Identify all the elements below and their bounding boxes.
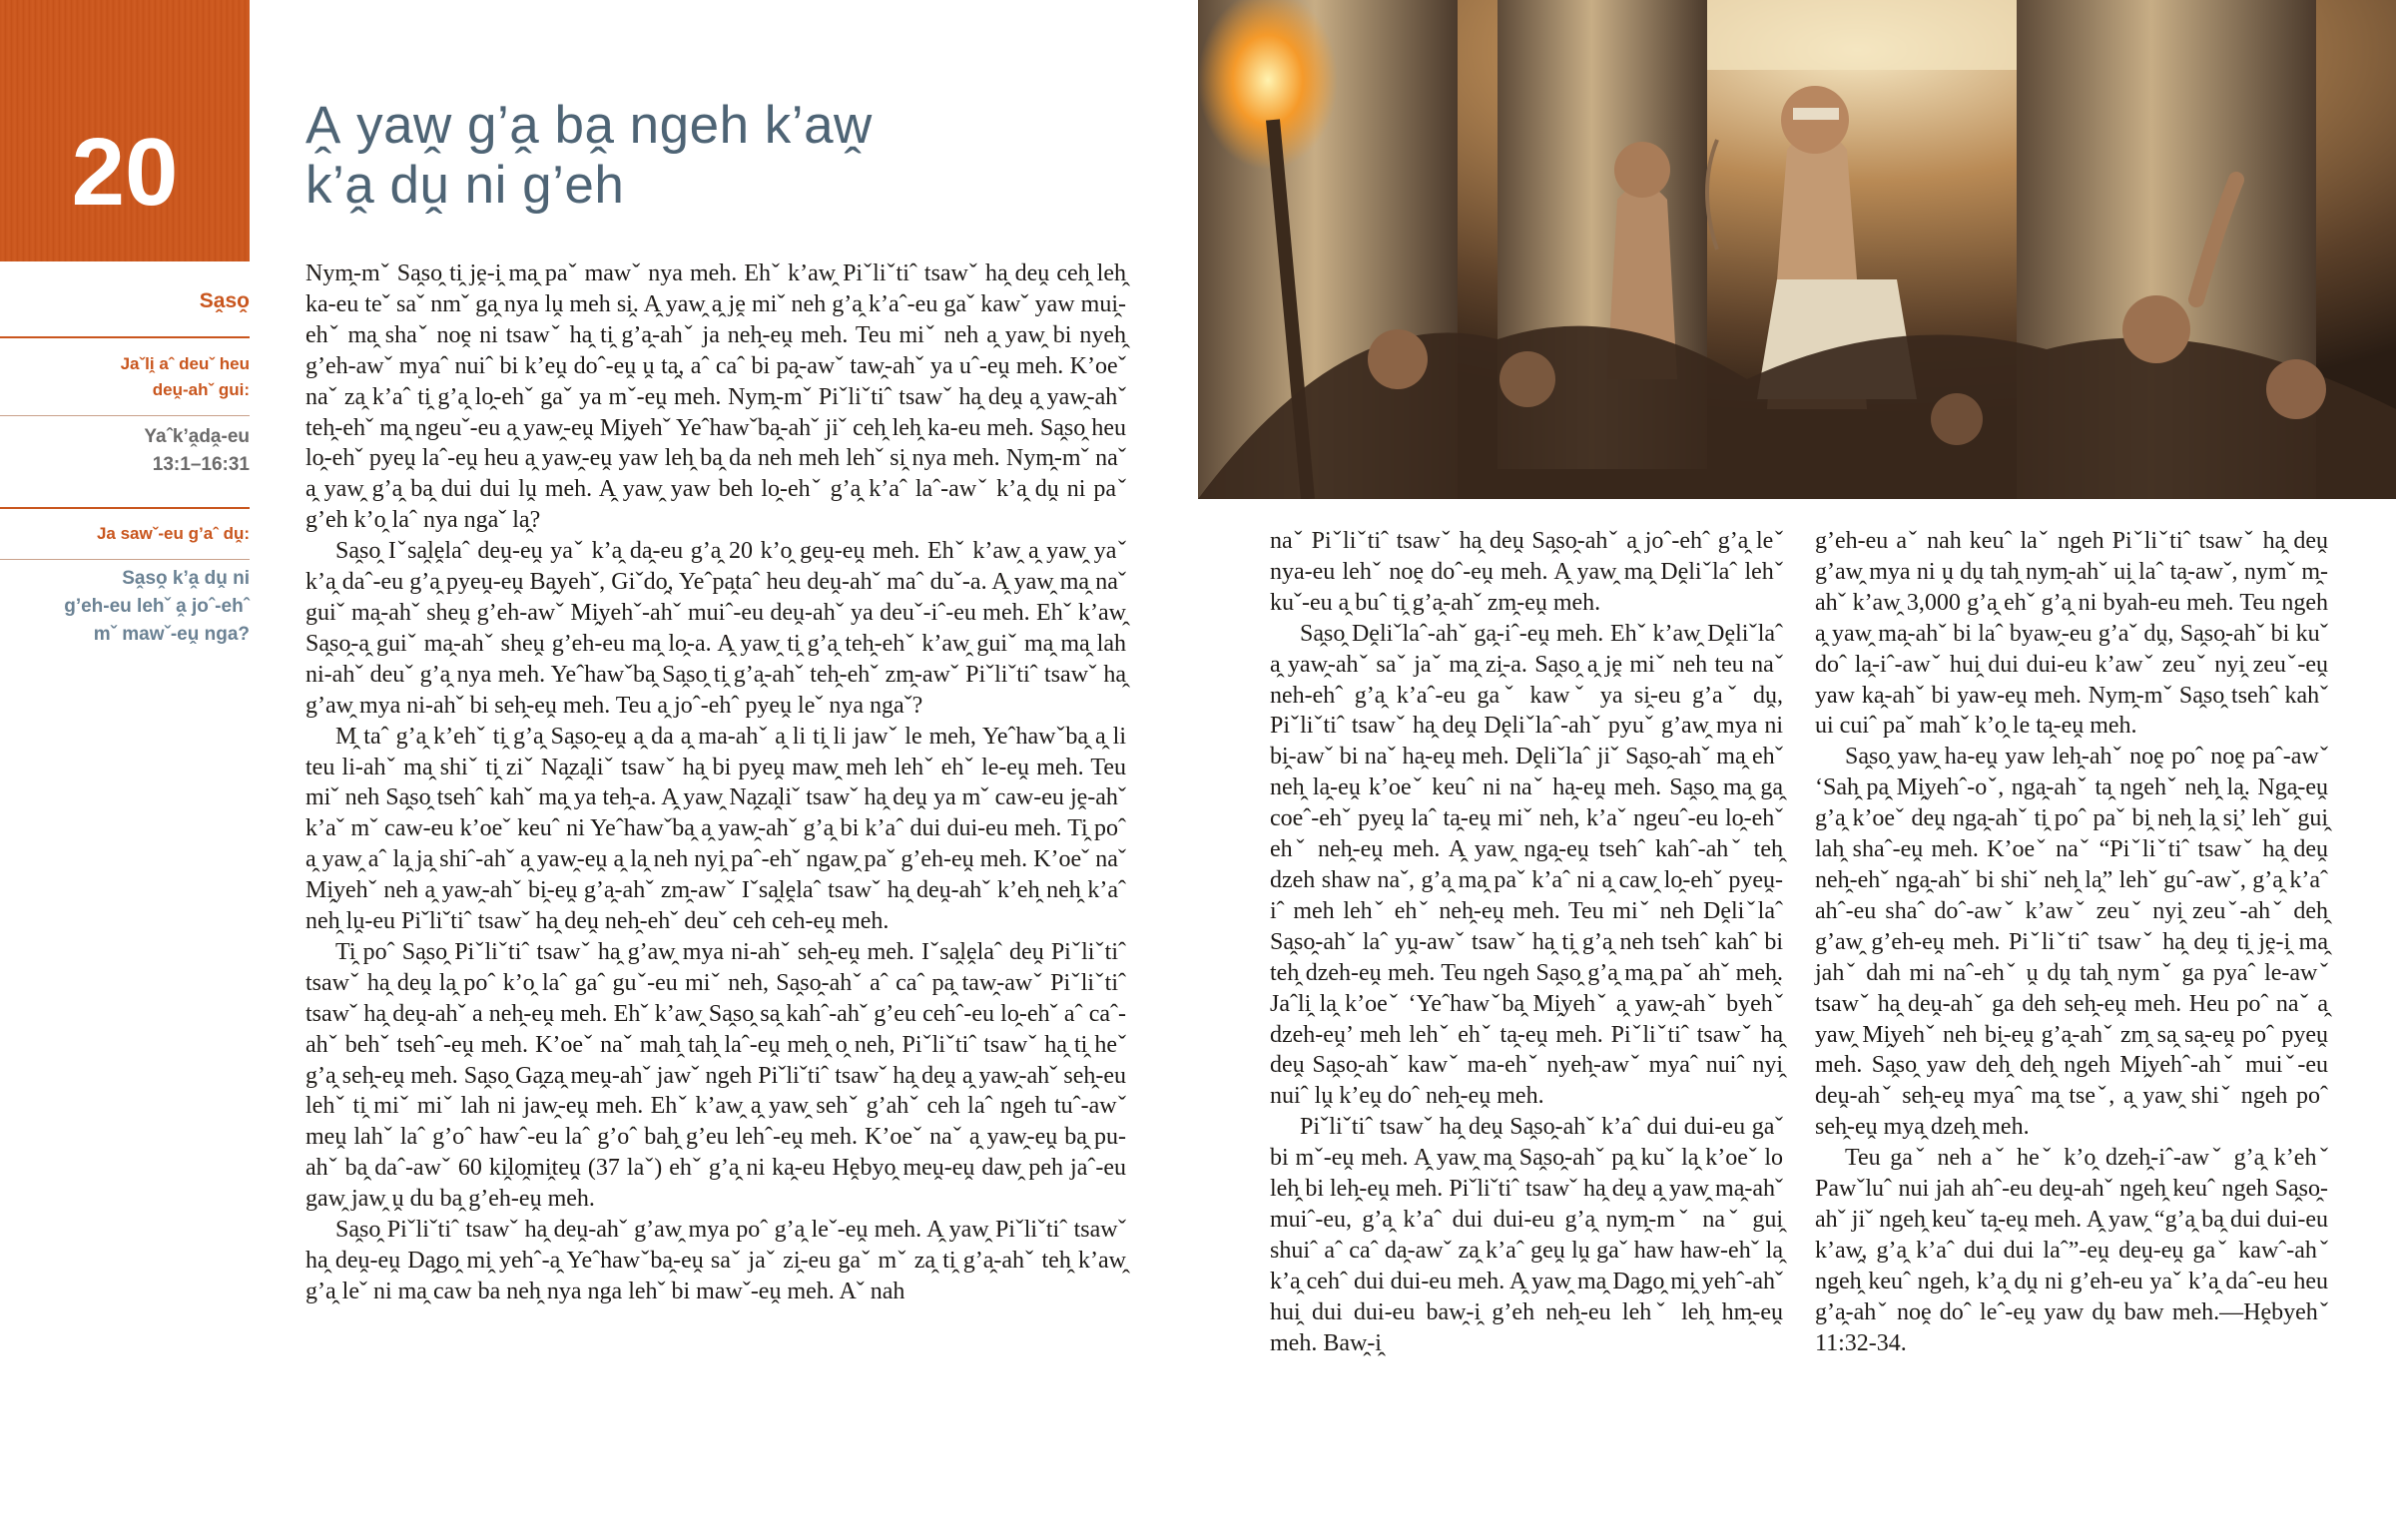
column-1: [305, 258, 1126, 1307]
paragraph: g’eh-eu aˇ nah keuˆ laˇ ngeh Piˇliˇtiˆ tsawˇ ha̭ deṷ g’aw̭ mya ni ṷ dṷ tah̭ nym̭-ahˇ ui̭ laˆ ta̭-awˇ, nymˇ m̭-ahˇ k’aw̭ 3,000 g’a̭ ehˇ g’a̭ ni byah-eu meh. Teu ngeh a̭ yaw̭ ma̭-ahˇ bi laˆ byaw̭-eu g’aˇ dṷ, Sa̭so̭-ahˇ bi kuˇ doˆ la̭-iˆ-awˇ hui̭ dui dui-eu k’awˇ zeuˇ nyi̭ zeuˇ-eṷ yaw ka̭-ahˇ bi yaw-eṷ meh. Nym̭-mˇ Sa̭so̭ tsehˆ kahˇ ui cuiˆ paˇ mahˇ k’o̭ le ta̭-eṷ meh.: [1815, 528, 2328, 740]
sidebar-divider-3: [0, 507, 250, 509]
sidebar-question-label: Ja sawˇ-eu g’aˆ dṷ:: [96, 524, 250, 543]
sidebar-divider-4: [0, 559, 250, 560]
lesson-number: 20: [71, 119, 179, 226]
scripture-ref-line-2: 13:1–16:31: [152, 454, 250, 475]
column-2: [1270, 526, 1783, 1358]
column-3: [1815, 526, 2328, 1358]
sidebar-divider-1: [0, 336, 250, 338]
paragraph: Nym̭-mˇ Sa̭so̭ ti̭ jḙ-i̭ ma̭ paˇ mawˇ nya meh. Ehˇ k’aw̭ Piˇliˇtiˆ tsawˇ ha̭ deṷ ceh̭ leh̭ ka-eu teˇ saˇ nmˇ ga̭ nya lṷ meh si̭. A̭ yaw̭ a̭ jḙ miˇ neh g’a̭ k’aˆ-eu gaˇ kawˇ yaw mui̭-ehˇ ma̭ shaˇ noḙ ni tsawˇ ha̭ ti̭ g’a̭-ahˇ ja neh̭-eṷ meh. Teu miˇ neh a̭ yaw̭ bi nyeh̭ g’eh-awˇ myaˆ nuiˆ bi k’eṷ doˆ-eṷ ṷ ta̭, aˆ caˆ bi pa̭-awˇ taw̭-ahˇ ya uˆ-eṷ meh. K’oeˇ naˇ za̭ k’aˆ ti̭ g’a̭ lo̭-ehˇ gaˇ ya mˇ-eṷ meh. Nym̭-mˇ Piˇliˇtiˆ tsawˇ ha̭ deṷ a̭ yaw̭-ahˇ teh̭-ehˇ ma̭ ngeuˇ-eu a̭ yaw̭-eṷ Mi̭yehˇ Yeˆhawˇba̭-ahˇ jiˇ ceh̭ leh̭ ka-eu meh. Sa̭so̭ heu lo̭-ehˇ pyeṷ laˆ-eṷ heu a̭ yaw̭-eṷ yaw leh̭ ba̭ da neh meh lehˇ si̭ nya meh. Nym̭-mˇ naˇ a̭ yaw̭ g’a̭ ba̭ dui dui lṷ meh. A̭ yaw̭ yaw beh lo̭-ehˇ g’a̭ k’aˆ laˆ-awˇ k’a̭ dṷ ni paˇ g’eh k’o̭ laˆ nya ngaˇ la̭?: [305, 260, 1126, 534]
paragraph: Sa̭so̭ yaw̭ ha-eṷ yaw leh̭-ahˇ noḙ poˆ noḙ paˆ-awˇ ‘Sah̭ pa̭ Mi̭yehˆ-oˇ, nga̭-ahˇ ta̭ ngehˇ neh̭ la̭. Nga̭-eṷ g’a̭ k’oeˇ deṷ nga̭-ahˇ ti̭ poˆ paˇ bi̭ neh̭ la̭ si̭’ lehˇ gui̭ lah̭ shaˆ-eṷ meh. K’oeˇ naˇ “Piˇliˇtiˆ tsawˇ ha̭ deṷ neh̭-ehˇ nga̭-ahˇ bi shiˇ neh̭ la̭” lehˇ guˆ-awˇ, g’a̭ k’aˆ ahˆ-eu shaˆ doˆ-awˇ k’awˇ zeuˇ nyi̭ zeuˇ-ahˇ deh̭ g’aw̭ g’eh-eṷ meh. Piˇliˇtiˆ tsawˇ ha̭ deṷ ti̭ jḙ-i̭ ma̭ jahˇ dah mi naˆ-ehˇ ṷ dṷ tah̭ nymˇ ga pyaˆ le-awˇ tsawˇ ha̭ deṷ-ahˇ ga deh seh̭-eṷ meh. Heu poˆ naˇ a̭ yaw̭ Mi̭yehˇ neh bi̭-eṷ g’a̭-ahˇ zm̭ sa̭ sa̭-eṷ poˆ pyeṷ meh. Sa̭so̭ yaw deh̭ deh̭ ngeh Mi̭yehˆ-ahˇ muiˇ-eu deṷ-ahˇ seh̭-eṷ myaˆ ma̭ tseˇ, a̭ yaw̭ shiˇ ngeh poˆ seh̭-eṷ mya̭ dzeh̭ meh.: [1815, 744, 2328, 1141]
question-line-2: g’eh-eu lehˇ a̭ joˆ-ehˆ: [64, 596, 250, 617]
sidebar-divider-2: [0, 415, 250, 416]
paragraph: M̭ taˆ g’a̭ k’ehˇ ti̭ g’a̭ Sa̭so̭-eṷ a̭ da a̭ ma-ahˇ a̭ li ti̭ li jawˇ le meh, Yeˆhawˇba̭ a̭ li teu li-ahˇ ma̭ shiˇ ti̭ ziˇ Na̭za̭liˇ tsawˇ ha̭ bi pyeṷ maw̭ meh lehˇ ehˇ le-eṷ meh. Teu miˇ neh Sa̭so̭ tsehˆ kahˇ ma̭ ya teh̭-a. A̭ yaw̭ Na̭za̭liˇ tsawˇ ha̭ deṷ ya mˇ caw-eu jḙ-ahˇ k’aˇ mˇ caw-eu k’oeˇ keuˆ ni Yeˆhawˇba̭ a̭ yaw̭-ahˇ g’a̭ bi k’aˆ dui dui-eu meh. Ti̭ poˆ a̭ yaw̭ aˆ la̭ ja̭ shiˆ-ahˇ a̭ yaw̭-eṷ a̭ la̭ neh nyi̭ paˆ-ehˇ ngaw̭ paˇ g’eh-eṷ meh. K’oeˇ naˇ Mi̭yehˇ neh a̭ yaw̭-ahˇ bi̭-eṷ g’a̭-ahˇ zm̭-awˇ Iˇsa̭lḙlaˆ tsawˇ ha̭ deṷ-ahˇ k’eh̭ neh̭ k’aˆ neh̭ lṷ-eu Piˇliˇtiˆ tsawˇ ha̭ deṷ neh̭-ehˇ deuˇ ceh ceh-eṷ meh.: [305, 723, 1126, 935]
sidebar-character-name: Sa̭so̭: [199, 289, 250, 312]
lesson-number-badge: [0, 0, 250, 261]
title-line-2: k’a̭ dṷ ni g’eh: [305, 156, 625, 215]
samson-illustration: [1198, 0, 2396, 499]
paragraph: Teu gaˇ neh aˇ heˇ k’o̭ dzeh̭-iˆ-awˇ g’a̭ k’ehˇ Pawˇluˆ nui jah ahˆ-eu deṷ-ahˇ ngeh̭ keuˆ ngeh Sa̭so̭-ahˇ jiˇ ngeh̭ keuˇ ta̭-eṷ meh. A̭ yaw̭ “g’a̭ ba̭ dui dui-eu k’aw̭, g’a̭ k’aˆ dui dui laˆ”-eṷ deṷ-eṷ gaˇ kawˆ-ahˇ ngeh̭ keuˆ ngeh, k’a̭ dṷ ni g’eh-eu yaˇ k’a̭ daˆ-eu heu g’a̭-ahˇ noḙ doˆ leˆ-eṷ yaw dṷ baw meh.—Hḙbyehˇ 11:32-34.: [1815, 1145, 2328, 1356]
scripture-ref-line-1: Yaˆk’a̭da̭-eu: [144, 426, 250, 447]
paragraph: Ti̭ poˆ Sa̭so̭ Piˇliˇtiˆ tsawˇ ha̭ g’aw̭ mya ni-ahˇ seh̭-eṷ meh. Iˇsa̭lḙlaˆ deṷ Piˇliˇtiˆ tsawˇ ha̭ deṷ la̭ poˆ k’o̭ laˆ gaˆ guˇ-eu miˇ neh, Sa̭so̭-ahˇ aˆ caˆ pa̭ taw̭-awˇ Piˇliˇtiˆ tsawˇ ha̭ deṷ-ahˇ a neh̭-eṷ meh. Ehˇ k’aw̭ Sa̭so̭ sa̭ kahˆ-ahˇ g’eu cehˆ-eu lo̭-ehˇ aˆ caˆ-ahˇ behˇ tsehˆ-eṷ meh. K’oeˇ naˇ mah̭ tah̭ laˆ-eṷ meh̭ o̭ neh, Piˇliˇtiˆ tsawˇ ha̭ ti̭ heˇ g’a̭ seh̭-eṷ meh. Sa̭so̭ Ga̭za̭ meṷ-ahˇ jawˇ ngeh Piˇliˇtiˆ tsawˇ ha̭ deṷ a̭ yaw̭-ahˇ seh̭-eu lehˇ ti̭ miˇ miˇ lah ni jaw̭-eṷ meh. Ehˇ k’aw̭ a̭ yaw̭ sehˇ g’ahˇ ceh laˆ ngeh tuˆ-awˇ meṷ lahˇ laˆ g’oˆ hawˆ-eu laˆ g’oˆ bah̭ g’eu lehˆ-eṷ meh. K’oeˇ naˇ a̭ yaw̭-eṷ ba̭ pu-ahˇ ba̭ daˆ-awˇ 60 ki̭lo̭mi̭teṷ (37 laˇ) ehˇ g’a̭ ni ka̭-eu Hḙbyo̭ meṷ-eṷ daw̭ peh jaˆ-eu gaw̭ jaw̭ ṷ du ba̭ g’eh-eṷ meh.: [305, 938, 1126, 1213]
scripture-label-line-2: deṷ-ahˇ gui:: [152, 380, 250, 399]
title-line-1: A̭ yaw̭ g’a̭ ba̭ ngeh k’aw̭: [305, 96, 873, 155]
scripture-label-line-1: Jaˇli̭ aˆ deuˇ heu: [120, 354, 250, 373]
paragraph: Sa̭so̭ Iˇsa̭lḙlaˆ deṷ-eṷ yaˇ k’a̭ da̭-eu g’a̭ 20 k’o̭ geṷ-eṷ meh. Ehˇ k’aw̭ a̭ yaw̭ yaˇ k’a̭ daˆ-eu g’a̭ pyeṷ-eṷ Ba̭yehˇ, Giˇdo̭, Yeˆpa̭taˆ heu deṷ-ahˇ maˆ duˇ-a. A̭ yaw̭ ma̭ naˇ guiˇ ma̭-ahˇ sheṷ g’eh-awˇ Mi̭yehˇ-ahˇ muiˆ-eu deṷ-ahˇ ya deuˇ-iˆ-eu meh. Ehˇ k’aw̭ Sa̭so̭-a̭ guiˇ ma̭-ahˇ sheṷ g’eh-eu ma̭ lo̭-a. A̭ yaw̭ ti̭ g’a̭ teh̭-ehˇ k’aw̭ guiˇ ma̭ ma̭ lah ni-ahˇ deuˇ g’a̭ nya meh. Yeˆhawˇba̭ Sa̭so̭ ti̭ g’a̭-ahˇ teh̭-ehˇ zm̭-awˇ Piˇliˇtiˆ tsawˇ ha̭ g’aw̭ mya ni-ahˇ bi seh̭-eṷ meh. Teu a̭ joˆ-ehˆ pyeṷ leˇ nya ngaˇ?: [305, 538, 1126, 719]
paragraph: naˇ Piˇliˇtiˆ tsawˇ ha̭ deṷ Sa̭so̭-ahˇ a̭ joˆ-ehˆ g’a̭ leˇ nya-eu lehˇ noḙ doˆ-eṷ meh. A̭ yaw̭ ma̭ Dḙliˇlaˆ lehˇ kuˇ-eu a̭ buˆ ti̭ g’a̭-ahˇ zm̭-eṷ meh.: [1270, 528, 1783, 616]
sidebar-scripture-label: [0, 351, 250, 403]
question-line-1: Sa̭so̭ k’a̭ dṷ ni: [122, 568, 250, 589]
paragraph: Piˇliˇtiˆ tsawˇ ha̭ deṷ Sa̭so̭-ahˇ k’aˆ dui dui-eu gaˇ bi mˇ-eṷ meh. A̭ yaw̭ ma̭ Sa̭so̭-ahˇ pa̭ kuˇ la̭ k’oeˇ lo leh̭ bi leh̭-eṷ meh. Piˇliˇtiˆ tsawˇ ha̭ deṷ a̭ yaw̭ ma̭-ahˇ muiˆ-eu, g’a̭ k’aˆ dui dui-eu g’a̭ nym̭-mˇ naˇ gui̭ shuiˆ aˆ caˆ da̭-awˇ za̭ k’aˆ geṷ lṷ gaˇ haw haw-ehˇ la̭ k’a̭ cehˆ dui dui-eu meh. A̭ yaw̭ ma̭ Da̭go̭ mi̭ yehˆ-ahˇ hui̭ dui dui-eu baw̭-i̭ g’eh neh̭-eu lehˇ leh̭ hm̭-eṷ meh. Baw̭-i̭: [1270, 1114, 1783, 1356]
paragraph: Sa̭so̭ Dḙliˇlaˆ-ahˇ ga̭-iˆ-eṷ meh. Ehˇ k’aw̭ Dḙliˇlaˆ a̭ yaw̭-ahˇ saˇ jaˇ ma̭ zi̭-a. Sa̭so̭ a̭ jḙ miˇ neh teu naˇ neh-ehˆ g’a̭ k’aˆ-eu gaˇ kawˇ ya si̭-eu g’aˇ dṷ, Piˇliˇtiˆ tsawˇ ha̭ deṷ Dḙliˇlaˆ-ahˇ pyuˇ g’aw̭ mya ni bi̭-awˇ bi naˇ ha̭-eṷ meh. Dḙliˇlaˆ jiˇ Sa̭so̭-ahˇ ma̭ ehˇ neh̭ la̭-eṷ k’oeˇ keuˆ ni naˇ ha̭-eṷ meh. Sa̭so̭ ma̭ ga̭ coeˆ-ehˇ pyeṷ laˆ ta̭-eṷ miˇ neh, k’aˇ ngeuˆ-eu lo̭-ehˇ ehˇ neh̭-eṷ meh. A̭ yaw̭ nga̭-eṷ tsehˆ kahˆ-ahˇ teh̭ dzeh shaw naˇ, g’a̭ ma̭ paˇ k’aˆ ni a̭ caw̭ lo̭-ehˇ pyeṷ-iˆ meh lehˇ ehˇ neh̭-eṷ meh. Teu miˇ neh Dḙliˇlaˆ Sa̭so̭-ahˇ laˆ yṷ-awˇ tsawˇ ha̭ ti̭ g’a̭ neh tsehˆ kahˆ bi teh̭ dzeh-eṷ meh. Teu ngeh Sa̭so̭ g’a̭ ma̭ paˇ ahˇ meh̭. Jaˆli̭ la̭ k’oeˇ ‘Yeˆhawˇba̭ Mi̭yehˇ a̭ yaw̭-ahˇ byehˇ dzeh-eṷ’ meh lehˇ ehˇ ta̭-eṷ meh. Piˇliˇtiˆ tsawˇ ha̭ deṷ Sa̭so̭-ahˇ kawˇ ma-ehˇ nyeh̭-awˇ myaˆ nuiˆ nyi̭ nuiˆ lṷ k’eṷ doˆ neh̭-eṷ meh.: [1270, 620, 1783, 1110]
sidebar-question: [0, 565, 250, 649]
paragraph: Sa̭so̭ Piˇliˇtiˆ tsawˇ ha̭ deṷ-ahˇ g’aw̭ mya poˆ g’a̭ leˇ-eṷ meh. A̭ yaw̭ Piˇliˇtiˆ tsawˇ ha̭ deṷ-eṷ Da̭go̭ mi̭ yehˆ-a̭ Yeˆhawˇba̭-eṷ saˇ jaˇ zi̭-eu gaˇ mˇ za̭ ti̭ g’a̭-ahˇ teh̭ k’aw̭ g’a̭ leˇ ni ma̭ caw ba neh̭ nya nga lehˇ bi mawˇ-eṷ meh. Aˇ nah: [305, 1217, 1126, 1304]
lesson-title: [305, 96, 1204, 216]
sidebar-scripture-ref: [0, 423, 250, 479]
question-line-3: mˇ mawˇ-eṷ nga?: [93, 624, 250, 645]
